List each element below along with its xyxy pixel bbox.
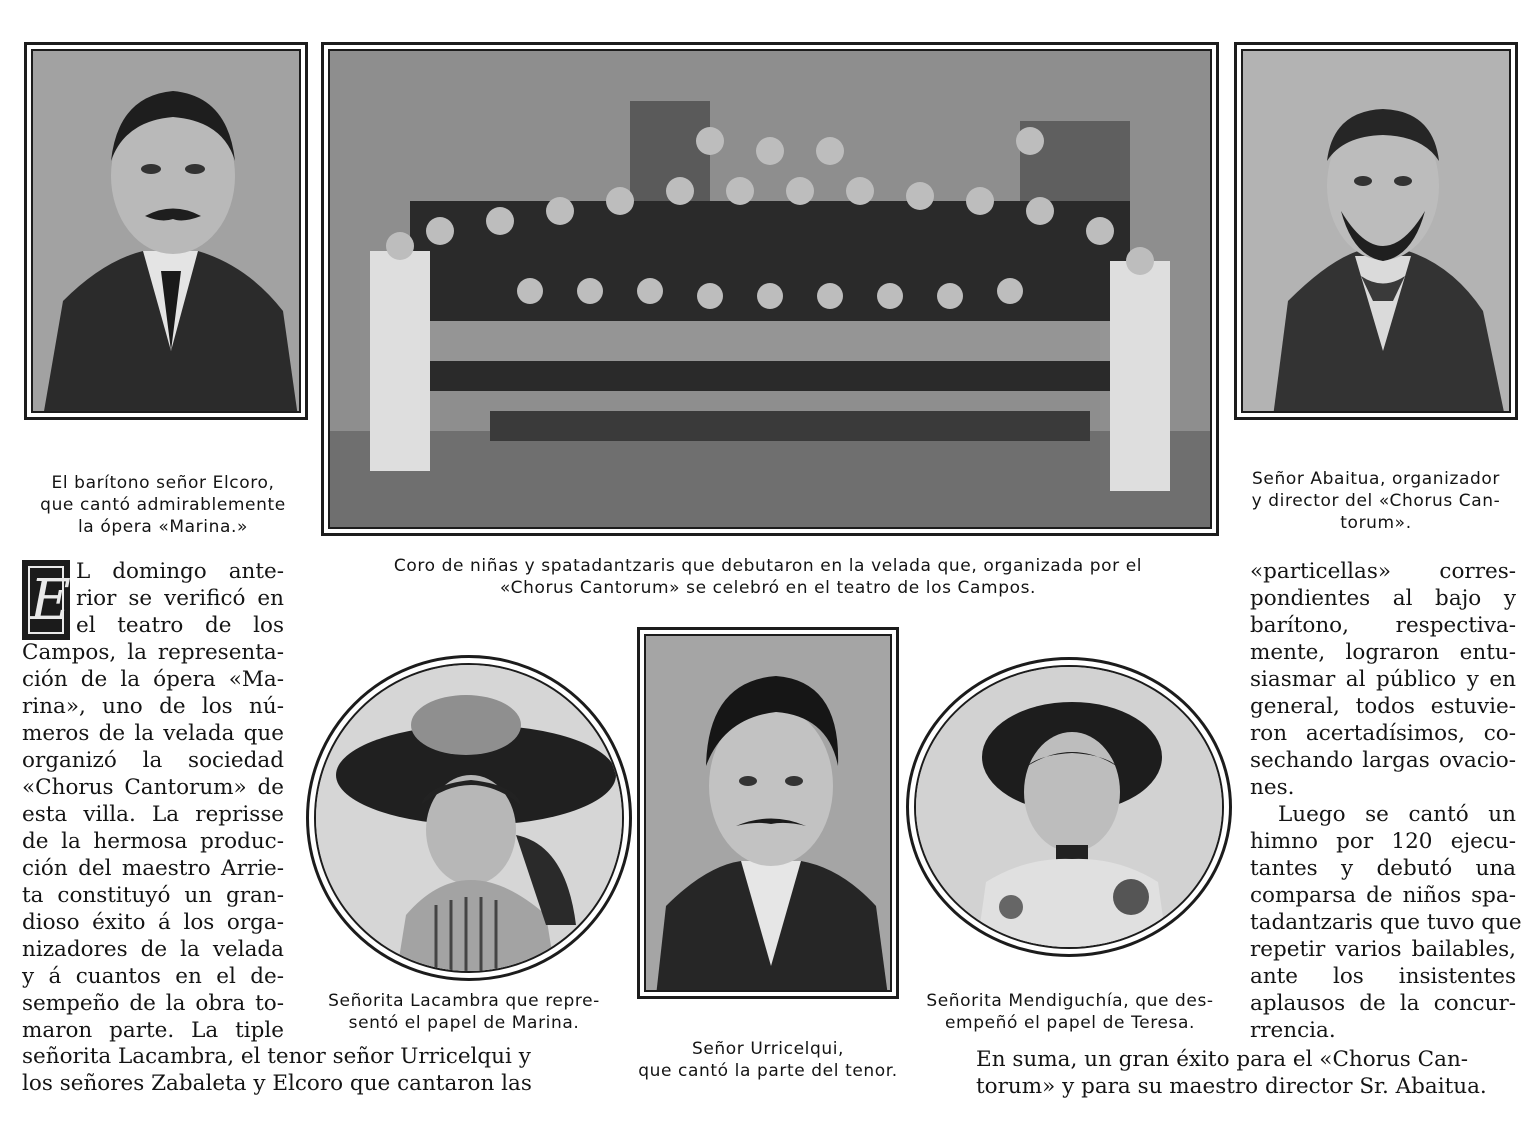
caption-lacambra	[296, 990, 632, 1034]
text-line: general, todos estuvie-	[1250, 694, 1516, 719]
caption-urricelqui	[612, 1038, 924, 1082]
caption-line: Señorita Lacambra que repre-	[328, 991, 600, 1011]
photo-coro-group	[321, 42, 1219, 536]
text-line: pondientes al bajo y	[1250, 586, 1516, 611]
text-line: el teatro de los	[76, 613, 284, 638]
article-bottom-right	[976, 1046, 1487, 1100]
text-line: torum» y para su maestro director Sr. Abaitua.	[976, 1074, 1487, 1099]
text-line: mente, lograron entu-	[1250, 640, 1516, 665]
text-line: En suma, un gran éxito para el «Chorus Can-	[976, 1047, 1469, 1072]
text-line: nizadores de la velada	[22, 937, 284, 962]
text-line: ción de la ópera «Ma-	[22, 667, 284, 692]
article-right-column	[1250, 558, 1522, 1044]
caption-line: empeñó el papel de Teresa.	[945, 1013, 1195, 1033]
text-line: tadantzaris que tuvo que	[1250, 910, 1522, 935]
photo-urricelqui	[637, 627, 899, 999]
caption-line: Coro de niñas y spatadantzaris que debutaron en la velada que, organizada por el	[393, 556, 1143, 576]
text-line: aplausos de la concur-	[1250, 991, 1516, 1016]
text-line: ron acertadísimos, co-	[1250, 721, 1516, 746]
text-line: barítono, respectiva-	[1250, 613, 1516, 638]
caption-line: la ópera «Marina.»	[77, 517, 248, 537]
text-line: tantes y debutó una	[1250, 856, 1516, 881]
text-line: «particellas» corres-	[1250, 559, 1516, 584]
article-left-column	[76, 558, 284, 639]
text-line: rina», uno de los nú-	[22, 694, 284, 719]
text-line: rior se verificó en	[76, 586, 284, 611]
text-line: ante los insistentes	[1250, 964, 1516, 989]
text-line: repetir varios bailables,	[1250, 937, 1516, 962]
caption-line: «Chorus Cantorum» se celebró en el teatro de los Campos.	[499, 578, 1037, 598]
text-line: «Chorus Cantorum» de	[22, 775, 284, 800]
text-line: sechando largas ovacio-	[1250, 748, 1516, 773]
article-bottom-left	[22, 1043, 532, 1097]
text-line: los señores Zabaleta y Elcoro que cantaron las	[22, 1071, 532, 1096]
photo-abaitua	[1234, 42, 1518, 420]
caption-line: que cantó admirablemente	[40, 495, 286, 515]
caption-line: Señor Abaitua, organizador	[1252, 469, 1500, 489]
article-left-column-full	[22, 639, 284, 1044]
portrait-elcoro-image	[33, 51, 301, 413]
text-line: señorita Lacambra, el tenor señor Urricelqui y	[22, 1044, 531, 1069]
caption-line: que cantó la parte del tenor.	[638, 1061, 898, 1081]
caption-mendiguchia	[900, 990, 1240, 1034]
text-line: organizó la sociedad	[22, 748, 284, 773]
text-line: de la hermosa produc-	[22, 829, 284, 854]
text-line: himno por 120 ejecu-	[1250, 829, 1516, 854]
photo-mendiguchia	[906, 657, 1232, 957]
text-line: sempeño de la obra to-	[22, 991, 284, 1016]
caption-line: y director del «Chorus Can-	[1251, 491, 1501, 511]
caption-abaitua	[1226, 468, 1526, 534]
text-line: Campos, la representa-	[22, 640, 284, 665]
text-line: maron parte. La tiple	[22, 1018, 284, 1043]
caption-line: Señorita Mendiguchía, que des-	[926, 991, 1214, 1011]
portrait-abaitua-image	[1243, 51, 1511, 413]
caption-line: El barítono señor Elcoro,	[51, 473, 275, 493]
text-line: comparsa de niños spa-	[1250, 883, 1516, 908]
photo-elcoro	[24, 42, 308, 420]
text-line: Luego se cantó un	[1278, 802, 1516, 827]
text-line: ción del maestro Arrie-	[22, 856, 284, 881]
caption-line: torum».	[1340, 513, 1412, 533]
group-photo-image	[330, 51, 1212, 529]
text-line: rrencia.	[1250, 1018, 1336, 1043]
text-line: esta villa. La reprisse	[22, 802, 284, 827]
text-line: meros de la velada que	[22, 721, 284, 746]
text-line: siasmar al público y en	[1250, 667, 1516, 692]
portrait-urricelqui-image	[646, 636, 892, 992]
text-line: L domingo ante-	[76, 559, 284, 584]
caption-line: Señor Urricelqui,	[691, 1039, 845, 1059]
caption-elcoro	[18, 472, 308, 538]
text-line: dioso éxito á los orga-	[22, 910, 284, 935]
text-line: y á cuantos en el de-	[22, 964, 284, 989]
caption-coro	[318, 555, 1218, 599]
text-line: ta constituyó un gran-	[22, 883, 284, 908]
text-line: nes.	[1250, 775, 1295, 800]
portrait-mendiguchia-image	[916, 667, 1224, 949]
dropcap-letter: E	[30, 568, 71, 633]
portrait-lacambra-image	[316, 665, 624, 973]
dropcap	[22, 560, 70, 640]
photo-lacambra	[306, 655, 632, 981]
caption-line: sentó el papel de Marina.	[348, 1013, 580, 1033]
